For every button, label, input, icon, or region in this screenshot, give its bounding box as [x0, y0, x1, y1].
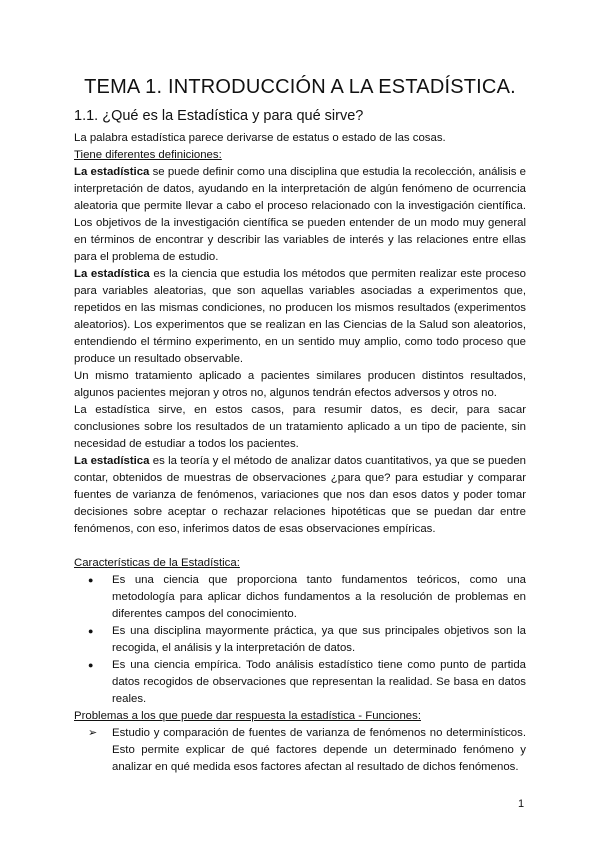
problems-list: [74, 725, 526, 776]
list-item: [74, 657, 526, 708]
definitions-heading: Tiene diferentes definiciones:: [74, 149, 222, 161]
bullet-icon: ●: [88, 660, 94, 670]
list-item-text: Es una disciplina mayormente práctica, ya que sus principales objetivos son la recogida, el análisis y la interpretación de datos.: [112, 625, 526, 654]
definition-3-text: es la teoría y el método de analizar datos cuantitativos, ya que se pueden contar, obtenidos de muestras de observaciones ¿para que? para estudiar y comparar fuentes de varianza de fenómenos, variaciones que nos dan esos datos y poder tomar decisiones sobre aceptar o rechazar relaciones hipotéticas que se puedan dar entre fenómenos, con eso, inferimos datos de esas observaciones empíricas.: [74, 455, 526, 535]
bullet-icon: ●: [88, 575, 94, 585]
page-content: [74, 74, 526, 776]
characteristics-heading: Características de la Estadística:: [74, 557, 240, 569]
characteristics-list: [74, 572, 526, 708]
list-item: [74, 623, 526, 657]
definition-2: [74, 266, 526, 368]
list-item-text: Es una ciencia que proporciona tanto fundamentos teóricos, como una metodología para aplicar dichos fundamentos a la resolución de problemas en diferentes campos del conocimiento.: [112, 574, 526, 620]
definition-1-term: La estadística: [74, 166, 150, 178]
arrow-bullet-icon: ➢: [88, 727, 98, 739]
definition-1-text: se puede definir como una disciplina que estudia la recolección, análisis e interpretación de datos, ayudando en la interpretación de algún fenómeno de ocurrencia aleatoria que permite llevar a cabo el proceso relacionado con la investigación científica. Los objetivos de la investigación científica se pueden entender de un modo muy general en términos de encontrar y describir las variables de interés y las relaciones entre ellas para el problema de estudio.: [74, 166, 527, 263]
paragraph-treatment: Un mismo tratamiento aplicado a pacientes similares producen distintos resultados, algunos pacientes mejoran y otros no, algunos tendrán efectos adversos y otros no.: [74, 370, 526, 399]
bullet-icon: ●: [88, 626, 94, 636]
list-item: [74, 572, 526, 623]
list-item: [74, 725, 526, 776]
definition-3: [74, 453, 526, 538]
page-title: TEMA 1. INTRODUCCIÓN A LA ESTADÍSTICA.: [84, 76, 516, 98]
definition-1: [74, 164, 526, 266]
definition-2-text: es la ciencia que estudia los métodos que permiten realizar este proceso para variables aleatorias, que son aquellas variables asociadas a experimentos que, repetidos en las mismas condiciones, no producen los mismos resultados (experimentos aleatorios). Los experimentos que se realizan en las Ciencias de la Salud son aleatorios, entendiendo el término experimento, en un sentido muy amplio, como todo proceso que produce un resultado observable.: [74, 268, 526, 365]
paragraph-purpose: La estadística sirve, en estos casos, para resumir datos, es decir, para sacar conclusiones sobre los resultados de un tratamiento aplicado a un tipo de paciente, sin necesidad de estudiar a todos los pacientes.: [74, 404, 526, 450]
definition-3-term: La estadística: [74, 455, 150, 467]
list-item-text: Estudio y comparación de fuentes de varianza de fenómenos no determinísticos. Esto permite explicar de qué factores depende un determinado fenómeno y analizar en qué medida esos factores afectan al resultado de dichos fenómenos.: [112, 727, 526, 773]
spacer: [74, 538, 526, 555]
intro-paragraph: La palabra estadística parece derivarse de estatus o estado de las cosas.: [74, 132, 446, 144]
problems-heading: Problemas a los que puede dar respuesta la estadística - Funciones:: [74, 710, 421, 722]
page-number: 1: [518, 798, 525, 810]
section-heading: 1.1. ¿Qué es la Estadística y para qué sirve?: [74, 108, 364, 124]
list-item-text: Es una ciencia empírica. Todo análisis estadístico tiene como punto de partida datos recogidos de observaciones que representan la realidad. Se basa en datos reales.: [112, 659, 526, 705]
definition-2-term: La estadística: [74, 268, 150, 280]
